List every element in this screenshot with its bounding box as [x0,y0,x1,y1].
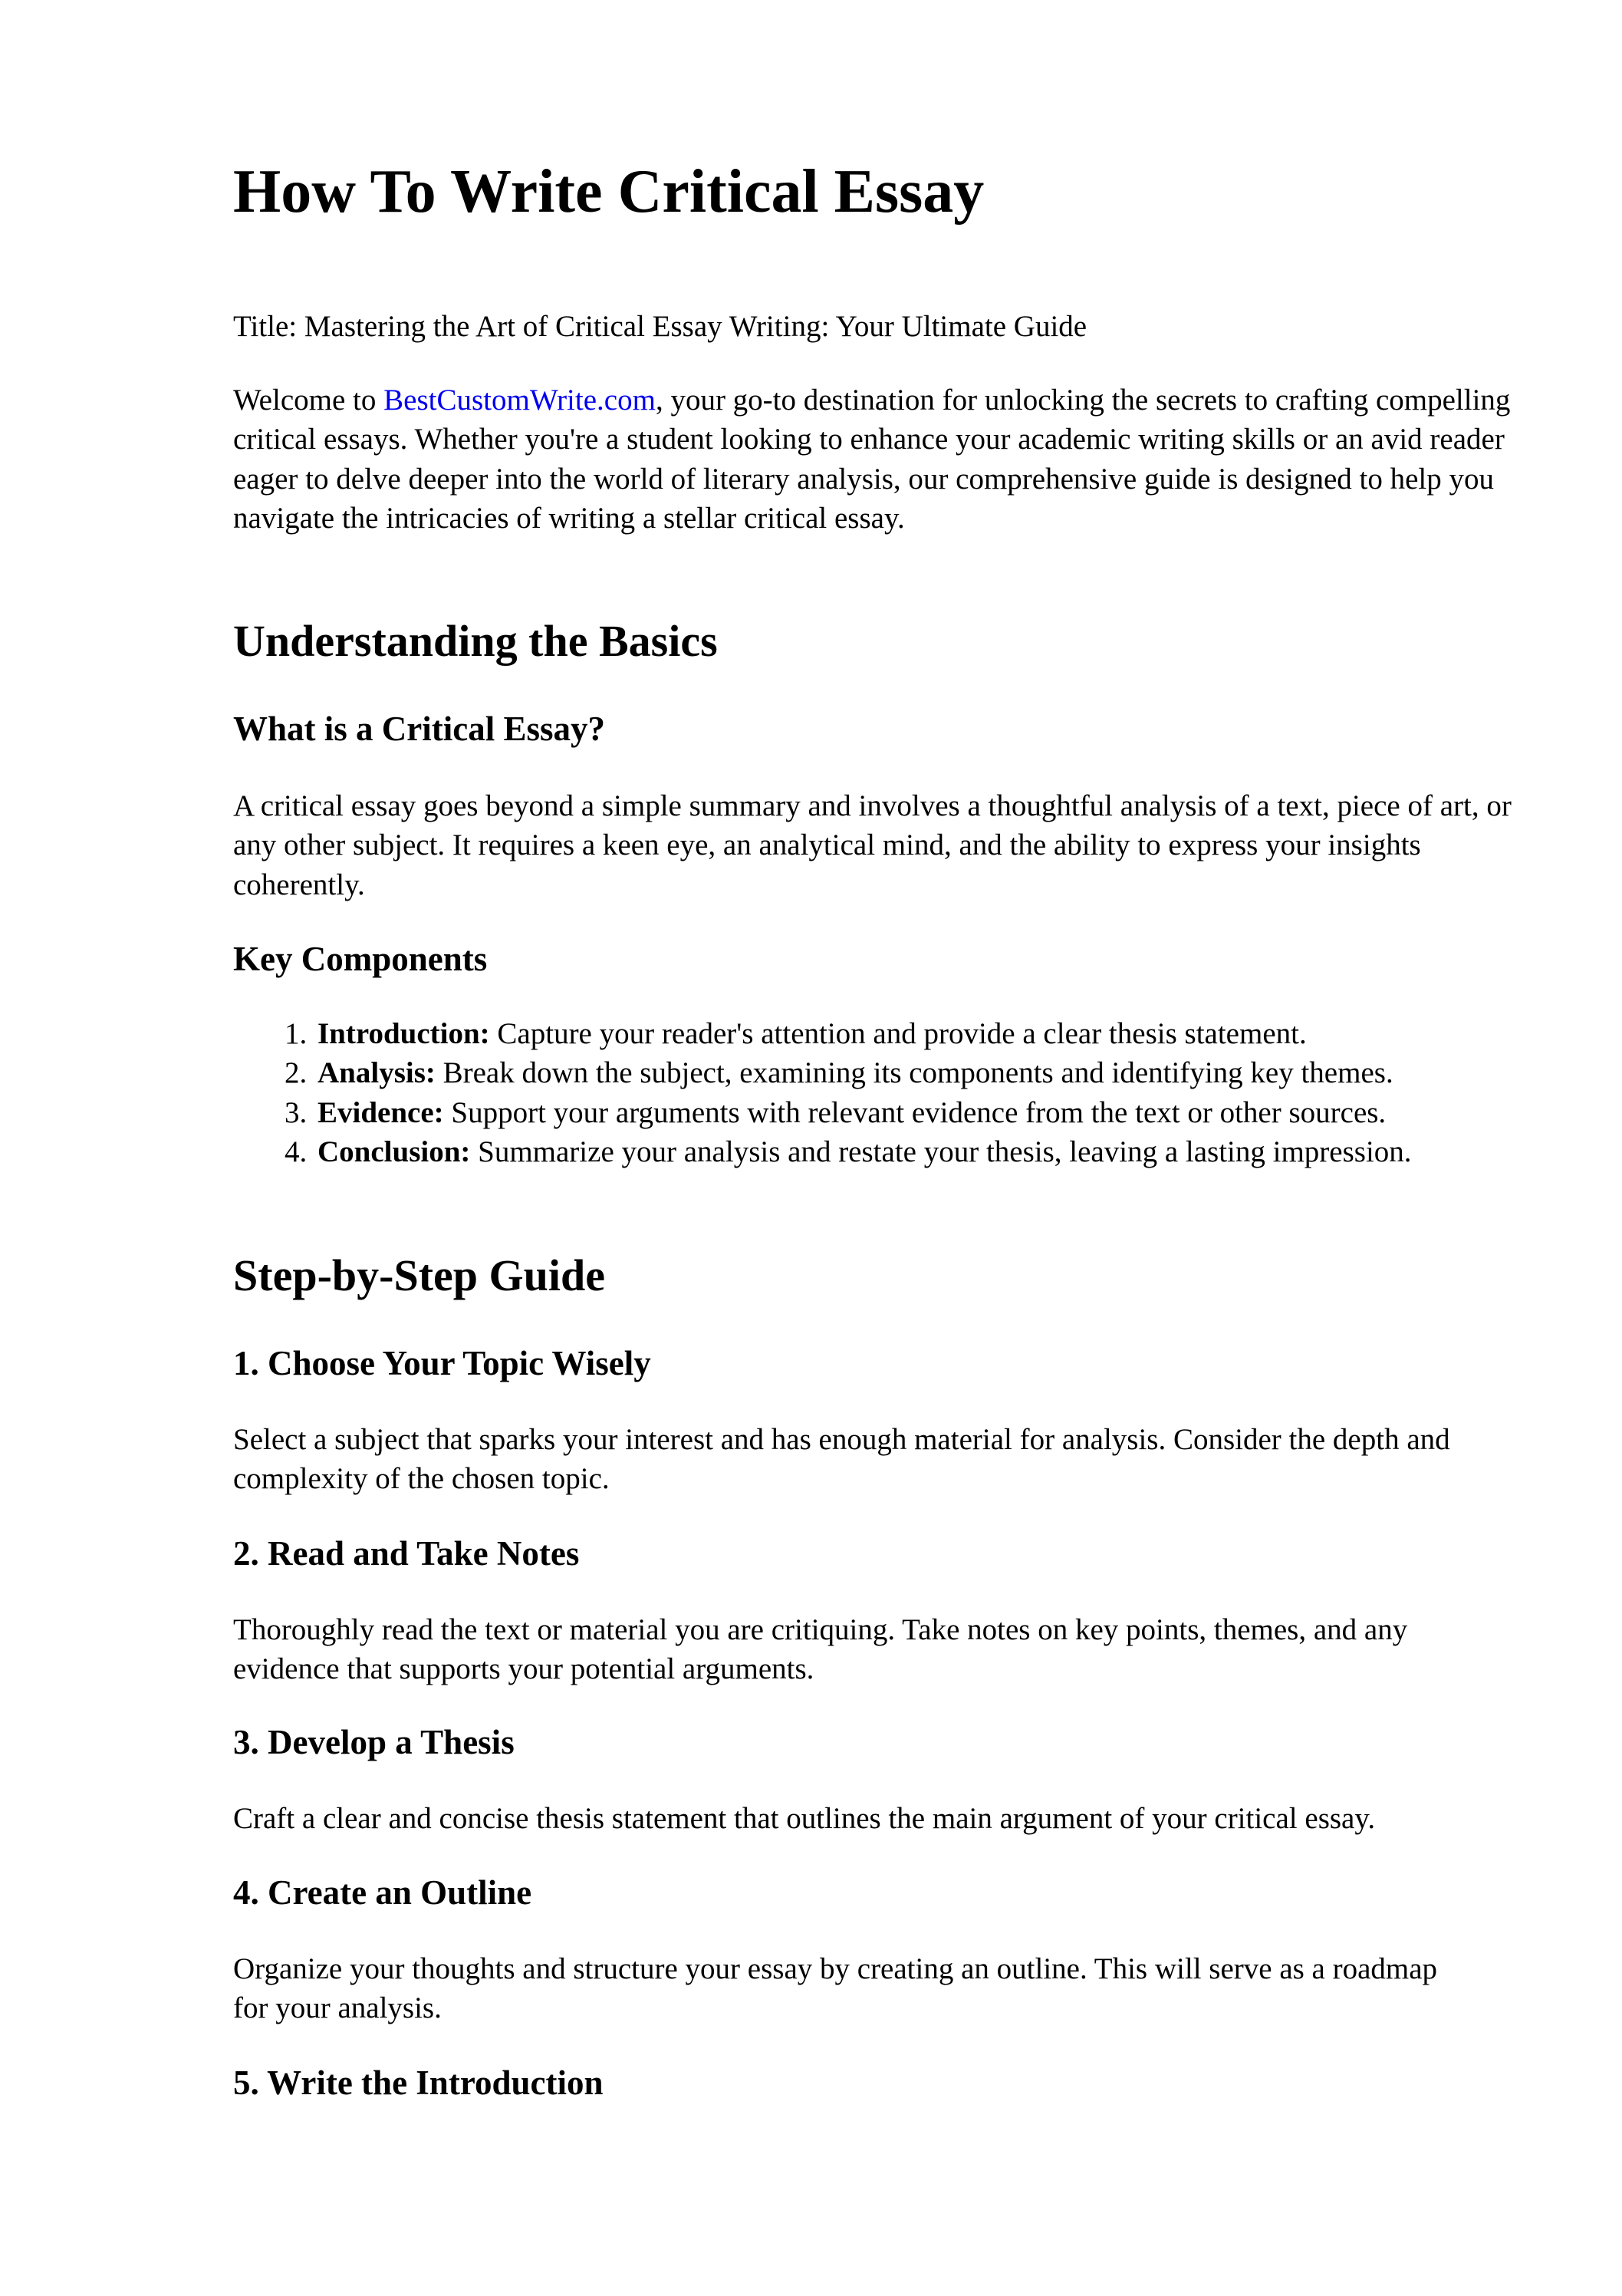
term: Analysis: [317,1056,436,1090]
list-item [314,1132,1618,1171]
subtitle: Title: Mastering the Art of Critical Essay Writing: Your Ultimate Guide [233,310,1087,343]
section-heading-guide: Step-by-Step Guide [233,1250,606,1300]
step-heading: 1. Choose Your Topic Wisely [233,1344,651,1382]
description: Summarize your analysis and restate your thesis, leaving a lasting impression. [470,1135,1412,1169]
section-heading-basics: Understanding the Basics [233,616,718,666]
step-text: Thoroughly read the text or material you are critiquing. Take notes on key points, themes, and any evidence that supports your potential arguments. [233,1613,1408,1686]
list-item [314,1093,1618,1132]
intro-before: Welcome to [233,384,384,417]
description: Break down the subject, examining its components and identifying key themes. [435,1056,1393,1090]
intro-paragraph [233,380,1529,539]
description: Support your arguments with relevant evidence from the text or other sources. [443,1095,1387,1129]
list-item [314,1014,1618,1053]
subheading-what: What is a Critical Essay? [233,710,606,748]
site-link[interactable]: BestCustomWrite.com [383,384,656,417]
step-heading: 3. Develop a Thesis [233,1723,515,1761]
term: Conclusion: [317,1135,471,1169]
list-item [314,1053,1618,1092]
term: Introduction: [317,1017,490,1050]
step-heading: 2. Read and Take Notes [233,1534,580,1573]
what-paragraph: A critical essay goes beyond a simple summary and involves a thoughtful analysis of a text, piece of art, or any other subject. It requires a keen eye, an analytical mind, and the ability to express your insights coherently. [233,789,1512,901]
intro-after: , your go-to destination for unlocking the secrets to crafting compelling critical essays. Whether you're a student looking to enhance your academic writing skills or an avid reader eager to delve deeper into the world of literary analysis, our comprehensive guide is designed to help you navigate the intricacies of writing a stellar critical essay. [233,384,1511,535]
description: Capture your reader's attention and provide a clear thesis statement. [489,1017,1307,1050]
step-heading: 4. Create an Outline [233,1873,532,1912]
page-title: How To Write Critical Essay [233,158,985,226]
term: Evidence: [317,1095,444,1129]
step-heading: 5. Write the Introduction [233,2064,604,2102]
subheading-components: Key Components [233,940,488,978]
step-text: Craft a clear and concise thesis statement that outlines the main argument of your critical essay. [233,1802,1376,1835]
components-list [233,1014,1618,1172]
step-text: Organize your thoughts and structure your essay by creating an outline. This will serve as a roadmap for your analysis. [233,1952,1438,2025]
step-text: Select a subject that sparks your interest and has enough material for analysis. Consider the depth and complexity of the chosen topic. [233,1423,1450,1496]
